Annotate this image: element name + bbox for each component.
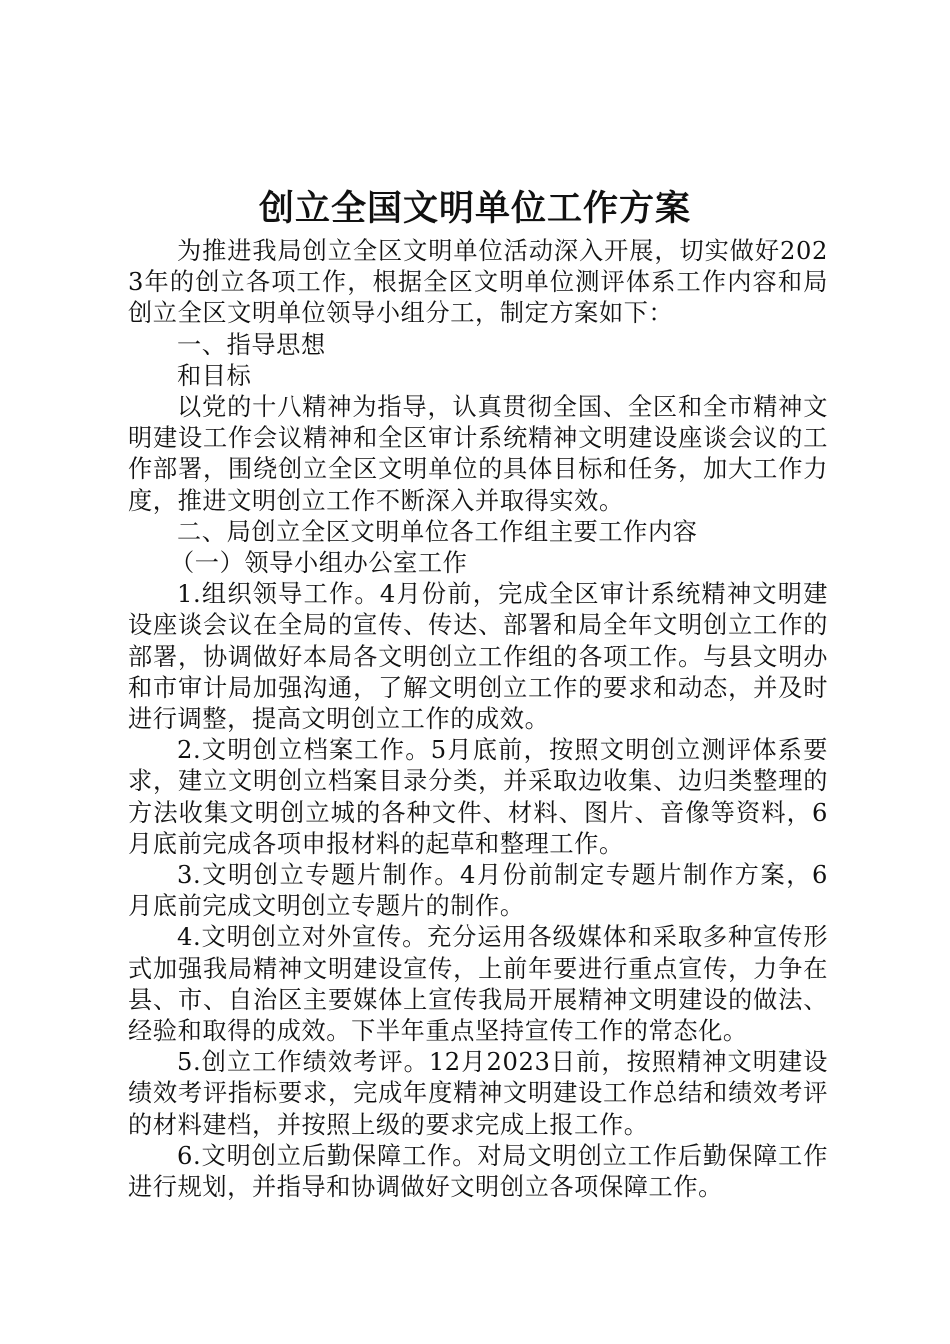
subsection-heading-office-work: （一）领导小组办公室工作 xyxy=(170,549,468,578)
item-4-paragraph: 4.文明创立对外宣传。充分运用各级媒体和采取多种宣传形式加强我局精神文明建设宣传，上前年要进行重点宣传，力争在县、市、自治区主要媒体上宣传我局开展精神文明建设的做法、经验和取得的成效。下半年重点坚持宣传工作的常态化。 xyxy=(128,923,828,1046)
document-title: 创立全国文明单位工作方案 xyxy=(258,189,691,229)
guiding-thought-paragraph: 以党的十八精神为指导，认真贯彻全国、全区和全市精神文明建设工作会议精神和全区审计系统精神文明建设座谈会议的工作部署，围绕创立全区文明单位的具体目标和任务，加大工作力度，推进文明创立工作不断深入并取得实效。 xyxy=(128,393,828,515)
item-6-paragraph: 6.文明创立后勤保障工作。对局文明创立工作后勤保障工作进行规划，并指导和协调做好文明创立各项保障工作。 xyxy=(128,1141,828,1202)
section-heading-guiding-thought: 一、指导思想 xyxy=(177,330,326,359)
item-2-paragraph: 2.文明创立档案工作。5月底前，按照文明创立测评体系要求，建立文明创立档案目录分类，并采取边收集、边归类整理的方法收集文明创立城的各种文件、材料、图片、音像等资料，6月底前完成各项申报材料的起草和整理工作。 xyxy=(128,736,828,858)
section-heading-work-content: 二、局创立全区文明单位各工作组主要工作内容 xyxy=(177,517,698,546)
item-5-paragraph: 5.创立工作绩效考评。12月2023日前，按照精神文明建设绩效考评指标要求，完成年度精神文明建设工作总结和绩效考评的材料建档，并按照上级的要求完成上报工作。 xyxy=(128,1048,828,1139)
item-3-paragraph: 3.文明创立专题片制作。4月份前制定专题片制作方案，6月底前完成文明创立专题片的制作。 xyxy=(128,861,828,921)
document-body xyxy=(128,236,828,1203)
intro-paragraph: 为推进我局创立全区文明单位活动深入开展，切实做好2023年的创立各项工作，根据全区文明单位测评体系工作内容和局创立全区文明单位领导小组分工，制定方案如下： xyxy=(128,237,828,328)
item-1-paragraph: 1.组织领导工作。4月份前，完成全区审计系统精神文明建设座谈会议在全局的宣传、传达、部署和局全年文明创立工作的部署，协调做好本局各文明创立工作组的各项工作。与县文明办和市审计局加强沟通，了解文明创立工作的要求和动态，并及时进行调整，提高文明创立工作的成效。 xyxy=(128,580,828,734)
section-heading-goals: 和目标 xyxy=(177,361,252,390)
